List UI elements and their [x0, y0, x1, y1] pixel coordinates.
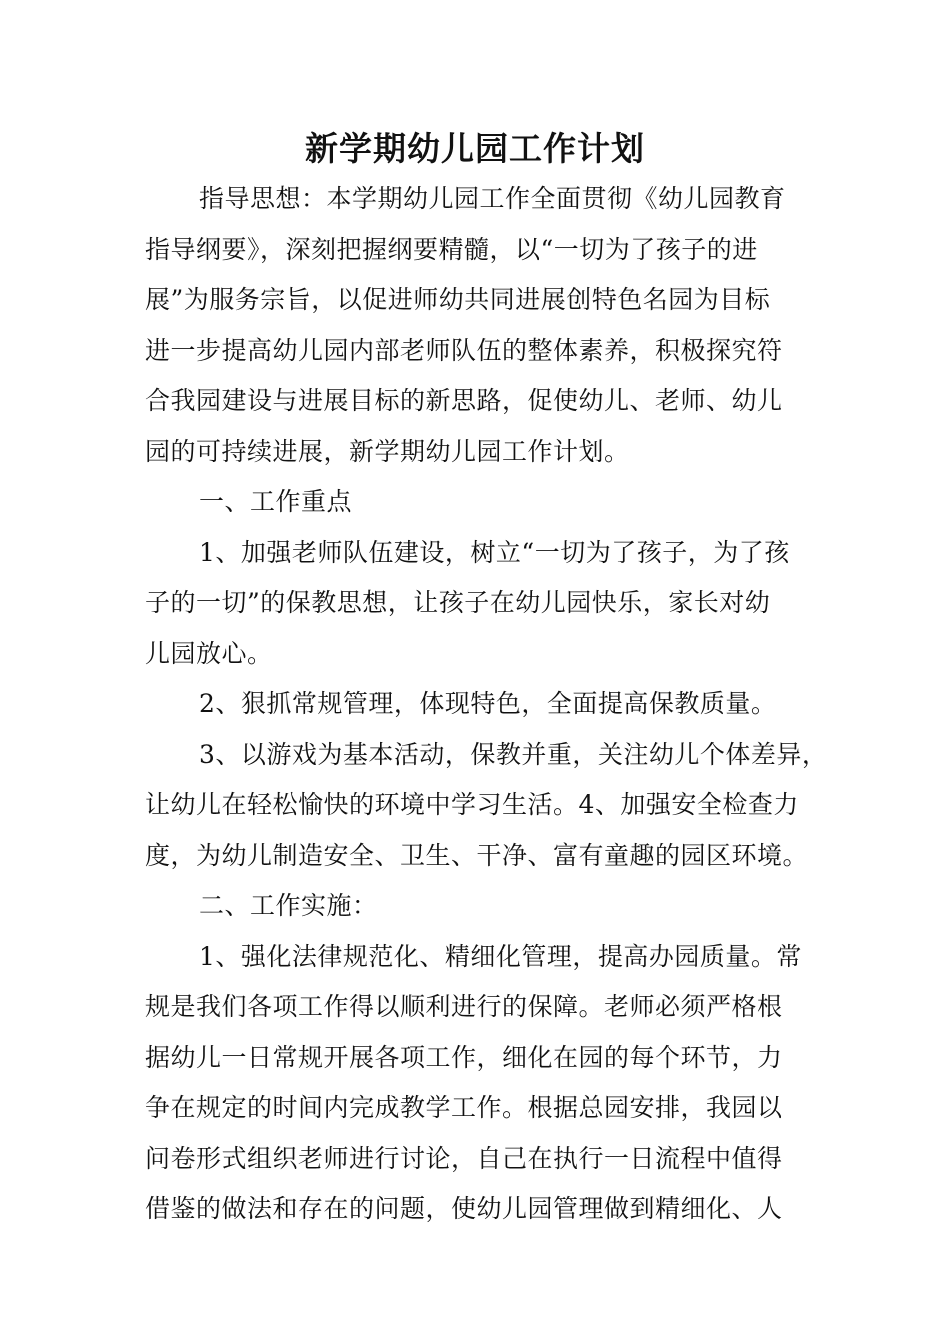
text-line: 2、狠抓常规管理，体现特色，全面提高保教质量。: [199, 689, 777, 718]
text-line: 指导思想：本学期幼儿园工作全面贯彻《幼儿园教育: [199, 184, 786, 213]
text-line: 让幼儿在轻松愉快的环境中学习生活。4、加强安全检查力: [145, 790, 799, 819]
text-line: 规是我们各项工作得以顺利进行的保障。老师必须严格根: [145, 992, 783, 1021]
text-line: 3、以游戏为基本活动，保教并重，关注幼儿个体差异，: [199, 739, 828, 769]
text-line: 进一步提高幼儿园内部老师队伍的整体素养，积极探究符: [145, 335, 783, 365]
document-title: 新学期幼儿园工作计划: [305, 129, 645, 168]
text-line: 儿园放心。: [145, 638, 273, 668]
text-line: 子的一切”的保教思想，让孩子在幼儿园快乐，家长对幼: [145, 588, 771, 617]
text-line: 借鉴的做法和存在的问题，使幼儿园管理做到精细化、人: [145, 1194, 783, 1223]
text-line: 一、工作重点: [199, 487, 353, 516]
text-line: 争在规定的时间内完成教学工作。根据总园安排，我园以: [145, 1093, 783, 1122]
text-line: 指导纲要》，深刻把握纲要精髓，以“一切为了孩子的进: [145, 234, 758, 264]
text-line: 二、工作实施：: [199, 891, 378, 920]
document-body: [145, 174, 828, 1235]
text-line: 合我园建设与进展目标的新思路，促使幼儿、老师、幼儿: [145, 386, 783, 415]
text-line: 1、强化法律规范化、精细化管理，提高办园质量。常: [199, 941, 802, 971]
text-line: 展”为服务宗旨，以促进师幼共同进展创特色名园为目标: [145, 285, 771, 314]
text-line: 问卷形式组织老师进行讨论，自己在执行一日流程中值得: [145, 1143, 783, 1173]
text-line: 度，为幼儿制造安全、卫生、干净、富有童趣的园区环境。: [145, 840, 809, 870]
text-line: 据幼儿一日常规开展各项工作，细化在园的每个环节，力: [145, 1042, 783, 1072]
text-line: 园的可持续进展，新学期幼儿园工作计划。: [145, 436, 630, 466]
text-line: 1、加强老师队伍建设，树立“一切为了孩子，为了孩: [199, 537, 790, 567]
